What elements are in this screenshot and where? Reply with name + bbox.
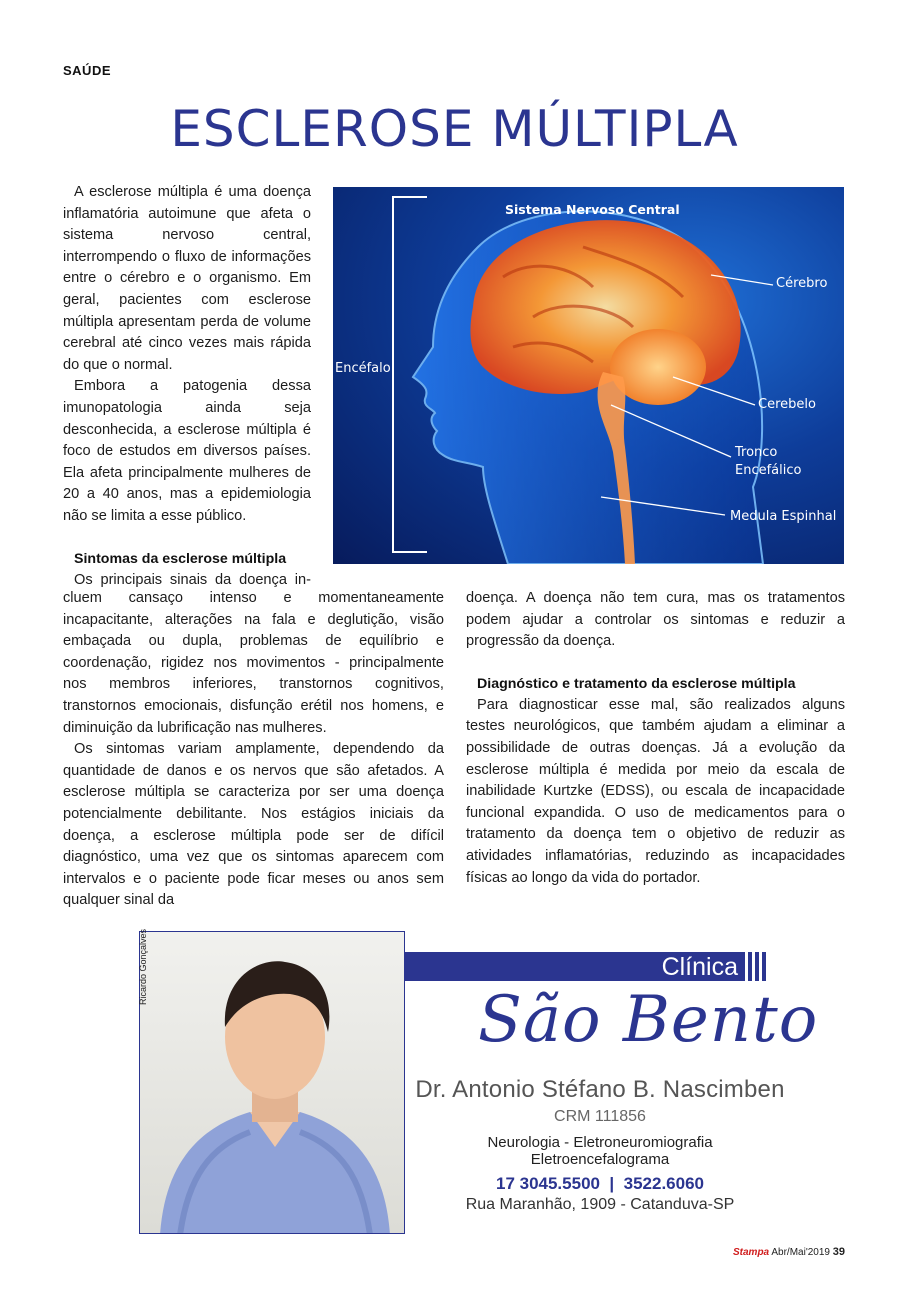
page-title: ESCLEROSE MÚLTIPLA bbox=[170, 100, 739, 158]
clinic-address: Rua Maranhão, 1909 - Catanduva-SP bbox=[465, 1196, 735, 1213]
label-central-nervous-system: Sistema Nervoso Central bbox=[505, 202, 680, 217]
section-label: SAÚDE bbox=[63, 63, 112, 78]
page-footer bbox=[733, 1246, 845, 1258]
head-silhouette bbox=[333, 187, 844, 564]
photo-credit: Ricardo Gonçalves bbox=[138, 928, 148, 1005]
diagnosis-text bbox=[466, 588, 845, 889]
symptoms-paragraph-start: Os principais sinais da doença in- bbox=[74, 571, 311, 588]
label-spinal-cord: Medula Espinhal bbox=[730, 509, 837, 524]
doctor-photo bbox=[138, 928, 405, 1234]
label-encephalon: Encéfalo bbox=[335, 361, 391, 376]
label-brainstem-2: Encefálico bbox=[735, 463, 802, 478]
magazine-brand: Stampa bbox=[733, 1247, 770, 1258]
intro-text bbox=[63, 182, 311, 591]
symptoms-heading: Sintomas da esclerose múltipla bbox=[74, 550, 287, 567]
specialty-line-2: Eletroencefalograma bbox=[530, 1151, 670, 1168]
label-brainstem-1: Tronco bbox=[735, 445, 778, 460]
banner-bars bbox=[745, 952, 772, 981]
label-cerebrum: Cérebro bbox=[776, 276, 828, 291]
symptoms-paragraph-1: cluem cansaço intenso e momentaneamente incapacitante, alterações na fala e deglutição, visão embaçada ou dupla, problemas de equilíbrio e coordenação, rigidez nos movimentos - principalmente nos membros inferiores, transtornos cognitivos, transtornos emocionais, disfunção erétil nos homens, e diminuição da lubrificação nas mulheres. bbox=[63, 590, 444, 736]
phone-numbers: 17 3045.5500 | 3522.6060 bbox=[495, 1174, 704, 1193]
continuation-paragraph: doença. A doença não tem cura, mas os tratamentos podem ajudar a controlar os sintomas e reduzir a progressão da doença. bbox=[466, 590, 845, 650]
clinic-label: Clínica bbox=[661, 953, 738, 981]
doctor-name: Dr. Antonio Stéfano B. Nascimben bbox=[415, 1076, 785, 1103]
symptoms-paragraph-2: Os sintomas variam amplamente, dependendo da quantidade de danos e os nervos que são afetados. A esclerose múltipla se caracteriza por ser uma doença potencialmente debilitante. Nos estágios iniciais da doença, a esclerose múltipla pode ser de difícil diagnóstico, uma vez que os sintomas aparecem com intervalos e o paciente pode ficar meses ou anos sem qualquer sinal da bbox=[63, 741, 444, 909]
diagnosis-heading: Diagnóstico e tratamento da esclerose múltipla bbox=[477, 675, 796, 692]
diagnosis-paragraph: Para diagnosticar esse mal, são realizados alguns testes neurológicos, que também ajudam a eliminar a possibilidade de outras doenças. Já a evolução da esclerose múltipla é medida por meio da escala de inabilidade Kurtzke (EDSS), ou escala de incapacidade funcional expandida. O uso de medicamentos para o tratamento da doença tem o objetivo de reduzir as atividades inflamatórias, reduzindo as incapacidades físicas ao longo da vida do portador. bbox=[466, 696, 845, 886]
brain-illustration bbox=[333, 187, 844, 564]
intro-paragraph-1: A esclerose múltipla é uma doença inflamatória autoimune que afeta o sistema nervoso central, interrompendo o fluxo de informações entre o cérebro e o organismo. Em geral, pacientes com esclerose múltipla apresentam perda de volume cerebral até cinco vezes mais rápida do que o normal. bbox=[63, 184, 311, 373]
issue-date: Abr/Mai'2019 bbox=[771, 1247, 830, 1258]
intro-paragraph-2: Embora a patogenia dessa imunopatologia ainda seja desconhecida, a esclerose múltipla é foco de estudos em diversos países. Ela afeta principalmente mulheres de 20 a 40 anos, mas a epidemiologia não se limita a esse público. bbox=[63, 378, 311, 524]
doctor-crm: CRM 111856 bbox=[554, 1108, 646, 1125]
label-cerebellum: Cerebelo bbox=[758, 397, 816, 412]
symptoms-text bbox=[63, 588, 444, 912]
specialties bbox=[410, 1134, 790, 1168]
clinic-name: São Bento bbox=[478, 983, 819, 1057]
page-number: 39 bbox=[832, 1246, 845, 1258]
specialty-line-1: Neurologia - Eletroneuromiografia bbox=[487, 1134, 713, 1151]
